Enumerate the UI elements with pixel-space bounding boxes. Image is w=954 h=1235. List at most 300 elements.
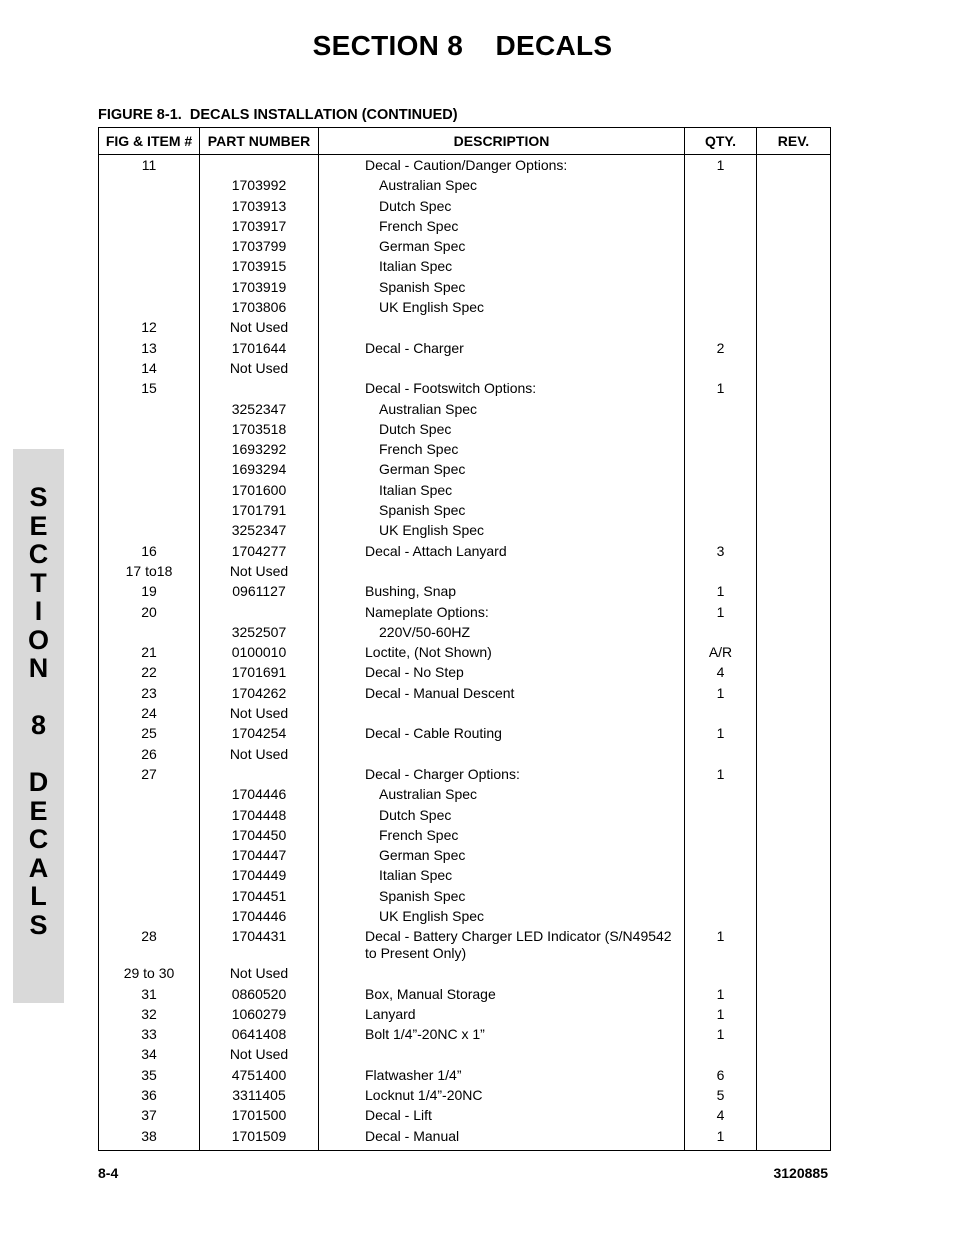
- table-row: [99, 299, 831, 319]
- table-row: [99, 685, 831, 705]
- header-part-number: PART NUMBER: [200, 128, 319, 155]
- part-number-cell: 1704446: [200, 908, 319, 928]
- part-number-cell: 1701509: [200, 1128, 319, 1151]
- side-tab-letter: [13, 683, 64, 712]
- qty-cell: [685, 705, 757, 725]
- item-cell: [99, 299, 200, 319]
- item-cell: [99, 888, 200, 908]
- item-cell: [99, 807, 200, 827]
- qty-cell: 1: [685, 1128, 757, 1151]
- qty-cell: [685, 401, 757, 421]
- table-row: [99, 1006, 831, 1026]
- qty-cell: 1: [685, 1006, 757, 1026]
- rev-cell: [757, 867, 831, 887]
- item-cell: [99, 624, 200, 644]
- qty-cell: 6: [685, 1067, 757, 1087]
- table-row: [99, 238, 831, 258]
- rev-cell: [757, 1046, 831, 1066]
- table-row: [99, 441, 831, 461]
- qty-cell: [685, 1046, 757, 1066]
- rev-cell: [757, 461, 831, 481]
- table-row: [99, 380, 831, 400]
- qty-cell: 1: [685, 928, 757, 965]
- rev-cell: [757, 380, 831, 400]
- part-number-cell: 0961127: [200, 583, 319, 603]
- item-cell: [99, 238, 200, 258]
- qty-cell: [685, 482, 757, 502]
- item-cell: 24: [99, 705, 200, 725]
- table-row: [99, 604, 831, 624]
- table-header-row: [99, 128, 831, 155]
- side-tab-letter: T: [30, 567, 47, 598]
- side-tab-letter: I: [34, 596, 43, 626]
- table-row: [99, 198, 831, 218]
- side-tab-letter: L: [30, 881, 47, 911]
- description-cell: Decal - Lift: [319, 1107, 685, 1127]
- description-cell: Decal - No Step: [319, 664, 685, 684]
- table-row: [99, 258, 831, 278]
- qty-cell: 1: [685, 986, 757, 1006]
- item-cell: 35: [99, 1067, 200, 1087]
- header-description: DESCRIPTION: [319, 128, 685, 155]
- part-number-cell: 1703915: [200, 258, 319, 278]
- qty-cell: [685, 624, 757, 644]
- qty-cell: 4: [685, 664, 757, 684]
- part-number-cell: 1704449: [200, 867, 319, 887]
- item-cell: 32: [99, 1006, 200, 1026]
- part-number-cell: 1704451: [200, 888, 319, 908]
- item-cell: 20: [99, 604, 200, 624]
- side-tab-letter: S: [29, 909, 48, 940]
- description-cell: Dutch Spec: [319, 421, 685, 441]
- description-cell: Decal - Caution/Danger Options:: [319, 155, 685, 178]
- rev-cell: [757, 1107, 831, 1127]
- item-cell: 36: [99, 1087, 200, 1107]
- part-number-cell: 1703806: [200, 299, 319, 319]
- description-cell: Decal - Manual: [319, 1128, 685, 1151]
- item-cell: [99, 401, 200, 421]
- rev-cell: [757, 563, 831, 583]
- description-cell: Box, Manual Storage: [319, 986, 685, 1006]
- item-cell: [99, 827, 200, 847]
- description-cell: Decal - Footswitch Options:: [319, 380, 685, 400]
- header-item: FIG & ITEM #: [99, 128, 200, 155]
- description-cell: UK English Spec: [319, 908, 685, 928]
- item-cell: 22: [99, 664, 200, 684]
- part-number-cell: 1704448: [200, 807, 319, 827]
- rev-cell: [757, 705, 831, 725]
- item-cell: 26: [99, 746, 200, 766]
- qty-cell: [685, 867, 757, 887]
- description-cell: [319, 319, 685, 339]
- item-cell: 12: [99, 319, 200, 339]
- rev-cell: [757, 827, 831, 847]
- description-cell: Italian Spec: [319, 482, 685, 502]
- side-tab-letter: E: [29, 795, 48, 826]
- description-cell: French Spec: [319, 827, 685, 847]
- item-cell: [99, 482, 200, 502]
- rev-cell: [757, 482, 831, 502]
- table-row: [99, 421, 831, 441]
- part-number-cell: [200, 604, 319, 624]
- part-number-cell: 1704447: [200, 847, 319, 867]
- qty-cell: [685, 421, 757, 441]
- description-cell: Decal - Cable Routing: [319, 725, 685, 745]
- part-number-cell: 1701644: [200, 340, 319, 360]
- rev-cell: [757, 1067, 831, 1087]
- description-cell: Decal - Manual Descent: [319, 685, 685, 705]
- item-cell: 15: [99, 380, 200, 400]
- description-cell: Australian Spec: [319, 786, 685, 806]
- item-cell: [99, 198, 200, 218]
- side-tab-letter: 8: [30, 710, 47, 740]
- qty-cell: [685, 319, 757, 339]
- qty-cell: [685, 258, 757, 278]
- table-row: [99, 1128, 831, 1151]
- page-number: 8-4: [98, 1165, 119, 1181]
- item-cell: [99, 786, 200, 806]
- rev-cell: [757, 543, 831, 563]
- table-row: [99, 502, 831, 522]
- rev-cell: [757, 1087, 831, 1107]
- table-row: [99, 177, 831, 197]
- qty-cell: [685, 441, 757, 461]
- qty-cell: [685, 827, 757, 847]
- part-number-cell: 3252507: [200, 624, 319, 644]
- rev-cell: [757, 340, 831, 360]
- part-number-cell: 1704431: [200, 928, 319, 965]
- rev-cell: [757, 421, 831, 441]
- side-tab-letter: S: [29, 482, 48, 512]
- table-row: [99, 218, 831, 238]
- table-row: [99, 1087, 831, 1107]
- rev-cell: [757, 238, 831, 258]
- qty-cell: [685, 299, 757, 319]
- part-number-cell: [200, 766, 319, 786]
- item-cell: 16: [99, 543, 200, 563]
- part-number-cell: 1701500: [200, 1107, 319, 1127]
- part-number-cell: Not Used: [200, 360, 319, 380]
- rev-cell: [757, 965, 831, 985]
- part-number-cell: 1693292: [200, 441, 319, 461]
- rev-cell: [757, 644, 831, 664]
- qty-cell: 2: [685, 340, 757, 360]
- qty-cell: [685, 198, 757, 218]
- rev-cell: [757, 441, 831, 461]
- description-cell: Nameplate Options:: [319, 604, 685, 624]
- qty-cell: [685, 888, 757, 908]
- rev-cell: [757, 847, 831, 867]
- table-row: [99, 1067, 831, 1087]
- table-row: [99, 461, 831, 481]
- qty-cell: 3: [685, 543, 757, 563]
- part-number-cell: 1704262: [200, 685, 319, 705]
- item-cell: [99, 847, 200, 867]
- part-number-cell: 1704277: [200, 543, 319, 563]
- description-cell: 220V/50-60HZ: [319, 624, 685, 644]
- table-row: [99, 563, 831, 583]
- table-row: [99, 986, 831, 1006]
- item-cell: 33: [99, 1026, 200, 1046]
- part-number-cell: 1704446: [200, 786, 319, 806]
- rev-cell: [757, 198, 831, 218]
- rev-cell: [757, 401, 831, 421]
- qty-cell: [685, 746, 757, 766]
- side-tab-letter: E: [29, 510, 48, 541]
- item-cell: [99, 867, 200, 887]
- description-cell: Decal - Charger: [319, 340, 685, 360]
- description-cell: Bushing, Snap: [319, 583, 685, 603]
- table-row: [99, 340, 831, 360]
- rev-cell: [757, 604, 831, 624]
- qty-cell: [685, 965, 757, 985]
- description-cell: German Spec: [319, 461, 685, 481]
- item-cell: 21: [99, 644, 200, 664]
- item-cell: 11: [99, 155, 200, 178]
- rev-cell: [757, 299, 831, 319]
- side-tab-letter: C: [28, 539, 49, 569]
- part-number-cell: 0100010: [200, 644, 319, 664]
- description-cell: UK English Spec: [319, 522, 685, 542]
- part-number-cell: Not Used: [200, 965, 319, 985]
- item-cell: [99, 461, 200, 481]
- table-row: [99, 867, 831, 887]
- rev-cell: [757, 888, 831, 908]
- side-tab-letter: C: [28, 824, 49, 854]
- part-number-cell: 1701600: [200, 482, 319, 502]
- table-row: [99, 705, 831, 725]
- document-number: 3120885: [773, 1165, 828, 1181]
- item-cell: 25: [99, 725, 200, 745]
- table-row: [99, 847, 831, 867]
- table-row: [99, 746, 831, 766]
- item-cell: 34: [99, 1046, 200, 1066]
- description-cell: Australian Spec: [319, 177, 685, 197]
- description-cell: Locknut 1/4”-20NC: [319, 1087, 685, 1107]
- item-cell: [99, 177, 200, 197]
- qty-cell: [685, 786, 757, 806]
- part-number-cell: [200, 155, 319, 178]
- rev-cell: [757, 1026, 831, 1046]
- qty-cell: 1: [685, 766, 757, 786]
- part-number-cell: Not Used: [200, 705, 319, 725]
- qty-cell: [685, 563, 757, 583]
- qty-cell: 1: [685, 583, 757, 603]
- item-cell: [99, 421, 200, 441]
- side-tab-letter: O: [27, 624, 49, 655]
- rev-cell: [757, 1128, 831, 1151]
- header-rev: REV.: [757, 128, 831, 155]
- rev-cell: [757, 928, 831, 965]
- description-cell: Spanish Spec: [319, 888, 685, 908]
- table-row: [99, 319, 831, 339]
- qty-cell: 1: [685, 380, 757, 400]
- description-cell: German Spec: [319, 238, 685, 258]
- table-row: [99, 155, 831, 178]
- table-row: [99, 279, 831, 299]
- part-number-cell: 1704254: [200, 725, 319, 745]
- table-row: [99, 1026, 831, 1046]
- rev-cell: [757, 258, 831, 278]
- rev-cell: [757, 177, 831, 197]
- qty-cell: [685, 502, 757, 522]
- qty-cell: [685, 279, 757, 299]
- table-row: [99, 644, 831, 664]
- figure-caption: FIGURE 8-1. DECALS INSTALLATION (CONTINUED): [98, 107, 458, 123]
- table-row: [99, 664, 831, 684]
- item-cell: 29 to 30: [99, 965, 200, 985]
- description-cell: Bolt 1/4”-20NC x 1”: [319, 1026, 685, 1046]
- side-tab-letters: [13, 483, 64, 939]
- qty-cell: [685, 807, 757, 827]
- parts-table-body: [99, 155, 831, 1151]
- parts-table: [98, 127, 831, 1151]
- description-cell: French Spec: [319, 218, 685, 238]
- item-cell: [99, 502, 200, 522]
- part-number-cell: [200, 380, 319, 400]
- table-row: [99, 1107, 831, 1127]
- table-row: [99, 888, 831, 908]
- description-cell: German Spec: [319, 847, 685, 867]
- item-cell: 28: [99, 928, 200, 965]
- description-cell: Flatwasher 1/4”: [319, 1067, 685, 1087]
- description-cell: Decal - Battery Charger LED Indicator (S/N49542 to Present Only): [319, 928, 685, 965]
- rev-cell: [757, 522, 831, 542]
- part-number-cell: 1703919: [200, 279, 319, 299]
- qty-cell: [685, 238, 757, 258]
- rev-cell: [757, 664, 831, 684]
- table-row: [99, 360, 831, 380]
- part-number-cell: 1704450: [200, 827, 319, 847]
- rev-cell: [757, 583, 831, 603]
- part-number-cell: Not Used: [200, 319, 319, 339]
- part-number-cell: 1701791: [200, 502, 319, 522]
- rev-cell: [757, 360, 831, 380]
- side-tab-letter: N: [28, 653, 49, 683]
- item-cell: 27: [99, 766, 200, 786]
- description-cell: Loctite, (Not Shown): [319, 644, 685, 664]
- rev-cell: [757, 155, 831, 178]
- description-cell: Italian Spec: [319, 258, 685, 278]
- qty-cell: 1: [685, 685, 757, 705]
- part-number-cell: 0641408: [200, 1026, 319, 1046]
- part-number-cell: 1701691: [200, 664, 319, 684]
- section-side-tab: [13, 449, 64, 1003]
- part-number-cell: 1703518: [200, 421, 319, 441]
- rev-cell: [757, 1006, 831, 1026]
- part-number-cell: 4751400: [200, 1067, 319, 1087]
- qty-cell: [685, 522, 757, 542]
- qty-cell: [685, 847, 757, 867]
- page-title: SECTION 8 DECALS: [312, 30, 613, 61]
- table-row: [99, 543, 831, 563]
- item-cell: [99, 441, 200, 461]
- qty-cell: 1: [685, 155, 757, 178]
- description-cell: Italian Spec: [319, 867, 685, 887]
- qty-cell: 1: [685, 725, 757, 745]
- item-cell: 13: [99, 340, 200, 360]
- table-row: [99, 807, 831, 827]
- description-cell: Australian Spec: [319, 401, 685, 421]
- part-number-cell: 3252347: [200, 522, 319, 542]
- table-row: [99, 1046, 831, 1066]
- item-cell: [99, 258, 200, 278]
- rev-cell: [757, 218, 831, 238]
- part-number-cell: 0860520: [200, 986, 319, 1006]
- table-row: [99, 401, 831, 421]
- qty-cell: [685, 218, 757, 238]
- part-number-cell: 1693294: [200, 461, 319, 481]
- description-cell: Spanish Spec: [319, 502, 685, 522]
- part-number-cell: 1703913: [200, 198, 319, 218]
- rev-cell: [757, 746, 831, 766]
- description-cell: [319, 1046, 685, 1066]
- rev-cell: [757, 807, 831, 827]
- header-qty: QTY.: [685, 128, 757, 155]
- qty-cell: 1: [685, 604, 757, 624]
- item-cell: 23: [99, 685, 200, 705]
- qty-cell: [685, 908, 757, 928]
- rev-cell: [757, 766, 831, 786]
- qty-cell: [685, 177, 757, 197]
- qty-cell: [685, 461, 757, 481]
- description-cell: [319, 746, 685, 766]
- description-cell: Decal - Charger Options:: [319, 766, 685, 786]
- item-cell: 19: [99, 583, 200, 603]
- item-cell: 31: [99, 986, 200, 1006]
- table-row: [99, 827, 831, 847]
- description-cell: Dutch Spec: [319, 198, 685, 218]
- description-cell: [319, 563, 685, 583]
- description-cell: [319, 965, 685, 985]
- item-cell: 14: [99, 360, 200, 380]
- item-cell: 17 to18: [99, 563, 200, 583]
- part-number-cell: 3311405: [200, 1087, 319, 1107]
- part-number-cell: Not Used: [200, 563, 319, 583]
- qty-cell: 4: [685, 1107, 757, 1127]
- part-number-cell: 1703992: [200, 177, 319, 197]
- rev-cell: [757, 624, 831, 644]
- part-number-cell: 1060279: [200, 1006, 319, 1026]
- table-row: [99, 583, 831, 603]
- description-cell: French Spec: [319, 441, 685, 461]
- item-cell: [99, 908, 200, 928]
- description-cell: Spanish Spec: [319, 279, 685, 299]
- rev-cell: [757, 319, 831, 339]
- description-cell: Decal - Attach Lanyard: [319, 543, 685, 563]
- item-cell: 37: [99, 1107, 200, 1127]
- table-row: [99, 482, 831, 502]
- table-row: [99, 725, 831, 745]
- rev-cell: [757, 279, 831, 299]
- table-row: [99, 522, 831, 542]
- description-cell: UK English Spec: [319, 299, 685, 319]
- table-row: [99, 965, 831, 985]
- description-cell: Lanyard: [319, 1006, 685, 1026]
- rev-cell: [757, 685, 831, 705]
- side-tab-letter: A: [28, 852, 49, 883]
- part-number-cell: 1703917: [200, 218, 319, 238]
- qty-cell: 1: [685, 1026, 757, 1046]
- description-cell: [319, 360, 685, 380]
- rev-cell: [757, 908, 831, 928]
- table-row: [99, 928, 831, 965]
- part-number-cell: Not Used: [200, 746, 319, 766]
- table-row: [99, 766, 831, 786]
- table-row: [99, 624, 831, 644]
- rev-cell: [757, 786, 831, 806]
- rev-cell: [757, 725, 831, 745]
